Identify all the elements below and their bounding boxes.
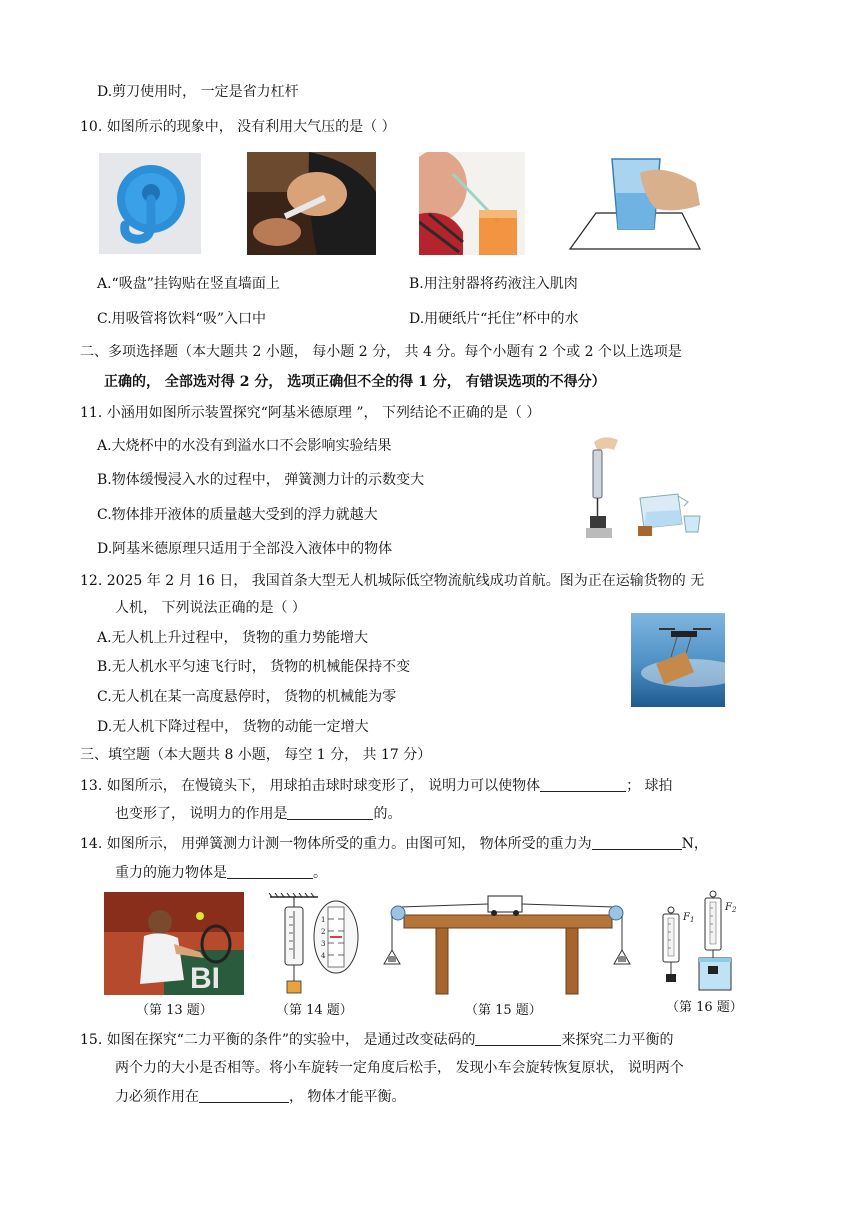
- archimedes-apparatus-image: [584, 432, 704, 540]
- straw-drink-image: [419, 152, 525, 255]
- q12-stem: 12. 2025 年 2 月 16 日， 我国首条大型无人机城际低空物流航线成功首航。图为正在运输货物的 无: [80, 573, 705, 589]
- q14-text-2: 重力的施力物体是: [115, 865, 227, 881]
- spring-scale-figure: [268, 893, 360, 995]
- q15-blank-2[interactable]: [199, 1088, 289, 1103]
- q10-option-a: A.“吸盘”挂钩贴在竖直墙面上: [97, 276, 280, 292]
- fig13-caption: （第 13 题）: [136, 1003, 213, 1018]
- q10-stem: 10. 如图所示的现象中， 没有利用大气压的是（ ）: [80, 119, 396, 135]
- q15-text-1-end: 来探究二力平衡的: [561, 1032, 674, 1048]
- svg-text:3: 3: [321, 940, 326, 948]
- q13-text-2: 也变形了， 说明力的作用是: [115, 806, 288, 822]
- q15-text-3: 力必须作用在: [115, 1089, 199, 1105]
- q10-option-b: B.用注射器将药液注入肌肉: [409, 276, 578, 292]
- section3-heading: 三、填空题（本大题共 8 小题， 每空 1 分， 共 17 分）: [80, 747, 432, 763]
- q11-option-d: D.阿基米德原理只适用于全部没入液体中的物体: [97, 541, 393, 557]
- svg-text:F2: $F_2$: [725, 902, 737, 914]
- q15-text-3-end: ， 物体才能平衡。: [289, 1089, 406, 1105]
- q10-option-d: D.用硬纸片“托住”杯中的水: [409, 311, 579, 327]
- q15-line3: [115, 1087, 405, 1107]
- q9-option-d: D.剪刀使用时， 一定是省力杠杆: [97, 84, 299, 100]
- q13-blank-2[interactable]: [287, 805, 373, 820]
- q14-text-1-end: N，: [681, 836, 708, 852]
- q15-blank-1[interactable]: [475, 1031, 561, 1046]
- suction-hook-image: [99, 153, 201, 254]
- q11-option-a: A.大烧杯中的水没有到溢水口不会影响实验结果: [97, 438, 392, 454]
- q13-line1: [80, 776, 673, 796]
- banner-text: BI: [190, 962, 220, 995]
- q14-line2: [115, 863, 327, 883]
- svg-text:F1: $F_1$: [683, 912, 695, 924]
- cup-card-image: [568, 153, 701, 251]
- q15-line2: 两个力的大小是否相等。将小车旋转一定角度后松手， 发现小车会旋转恢复原状， 说明两个: [115, 1060, 684, 1076]
- q15-line1: [80, 1030, 673, 1050]
- q12-option-b: B.无人机水平匀速飞行时， 货物的机械能保持不变: [97, 659, 411, 675]
- svg-text:1: 1: [321, 916, 326, 924]
- q11-stem: 11. 小涵用如图所示装置探究“阿基米德原理 ”， 下列结论不正确的是（ ）: [80, 405, 541, 421]
- q10-option-c: C.用吸管将饮料“吸”入口中: [97, 311, 266, 327]
- fig14-caption: （第 14 题）: [276, 1003, 353, 1018]
- q13-text-2-end: 的。: [373, 806, 402, 822]
- q14-blank-1[interactable]: [592, 835, 682, 850]
- svg-text:2: 2: [321, 928, 326, 936]
- injection-image: [247, 152, 376, 255]
- q14-blank-2[interactable]: [227, 864, 313, 879]
- q12-option-d: D.无人机下降过程中， 货物的动能一定增大: [97, 719, 369, 735]
- q13-blank-1[interactable]: [540, 777, 626, 792]
- buoyancy-scales-figure: [655, 888, 741, 992]
- svg-text:4: 4: [321, 952, 326, 960]
- tennis-player-image: [104, 892, 244, 995]
- q14-text-2-end: 。: [313, 865, 327, 881]
- q15-text-1: 15. 如图在探究“二力平衡的条件”的实验中， 是通过改变砝码的: [80, 1032, 476, 1048]
- q14-text-1: 14. 如图所示， 用弹簧测力计测一物体所受的重力。由图可知， 物体所受的重力为: [80, 836, 592, 852]
- q12-option-a: A.无人机上升过程中， 货物的重力势能增大: [97, 630, 369, 646]
- fig16-caption: （第 16 题）: [666, 1000, 743, 1015]
- q11-option-c: C.物体排开液体的质量越大受到的浮力就越大: [97, 507, 378, 523]
- two-force-balance-figure: [380, 890, 636, 996]
- q14-line1: [80, 834, 708, 854]
- q11-option-b: B.物体缓慢浸入水的过程中， 弹簧测力计的示数变大: [97, 472, 425, 488]
- fig15-caption: （第 15 题）: [465, 1003, 542, 1018]
- q12-stem-cont: 人机， 下列说法正确的是（ ）: [115, 600, 306, 616]
- section2-rules: 正确的， 全部选对得 2 分， 选项正确但不全的得 1 分， 有错误选项的不得分）: [104, 374, 606, 390]
- q13-text-1: 13. 如图所示， 在慢镜头下， 用球拍击球时球变形了， 说明力可以使物体: [80, 778, 541, 794]
- drone-cargo-image: [631, 613, 725, 707]
- q12-option-c: C.无人机在某一高度悬停时， 货物的机械能为零: [97, 689, 397, 705]
- q13-line2: [115, 804, 401, 824]
- section2-heading: 二、多项选择题（本大题共 2 小题， 每小题 2 分， 共 4 分。每个小题有 2 个或 2 个以上选项是: [80, 344, 682, 360]
- q13-text-1-end: ； 球拍: [626, 778, 673, 794]
